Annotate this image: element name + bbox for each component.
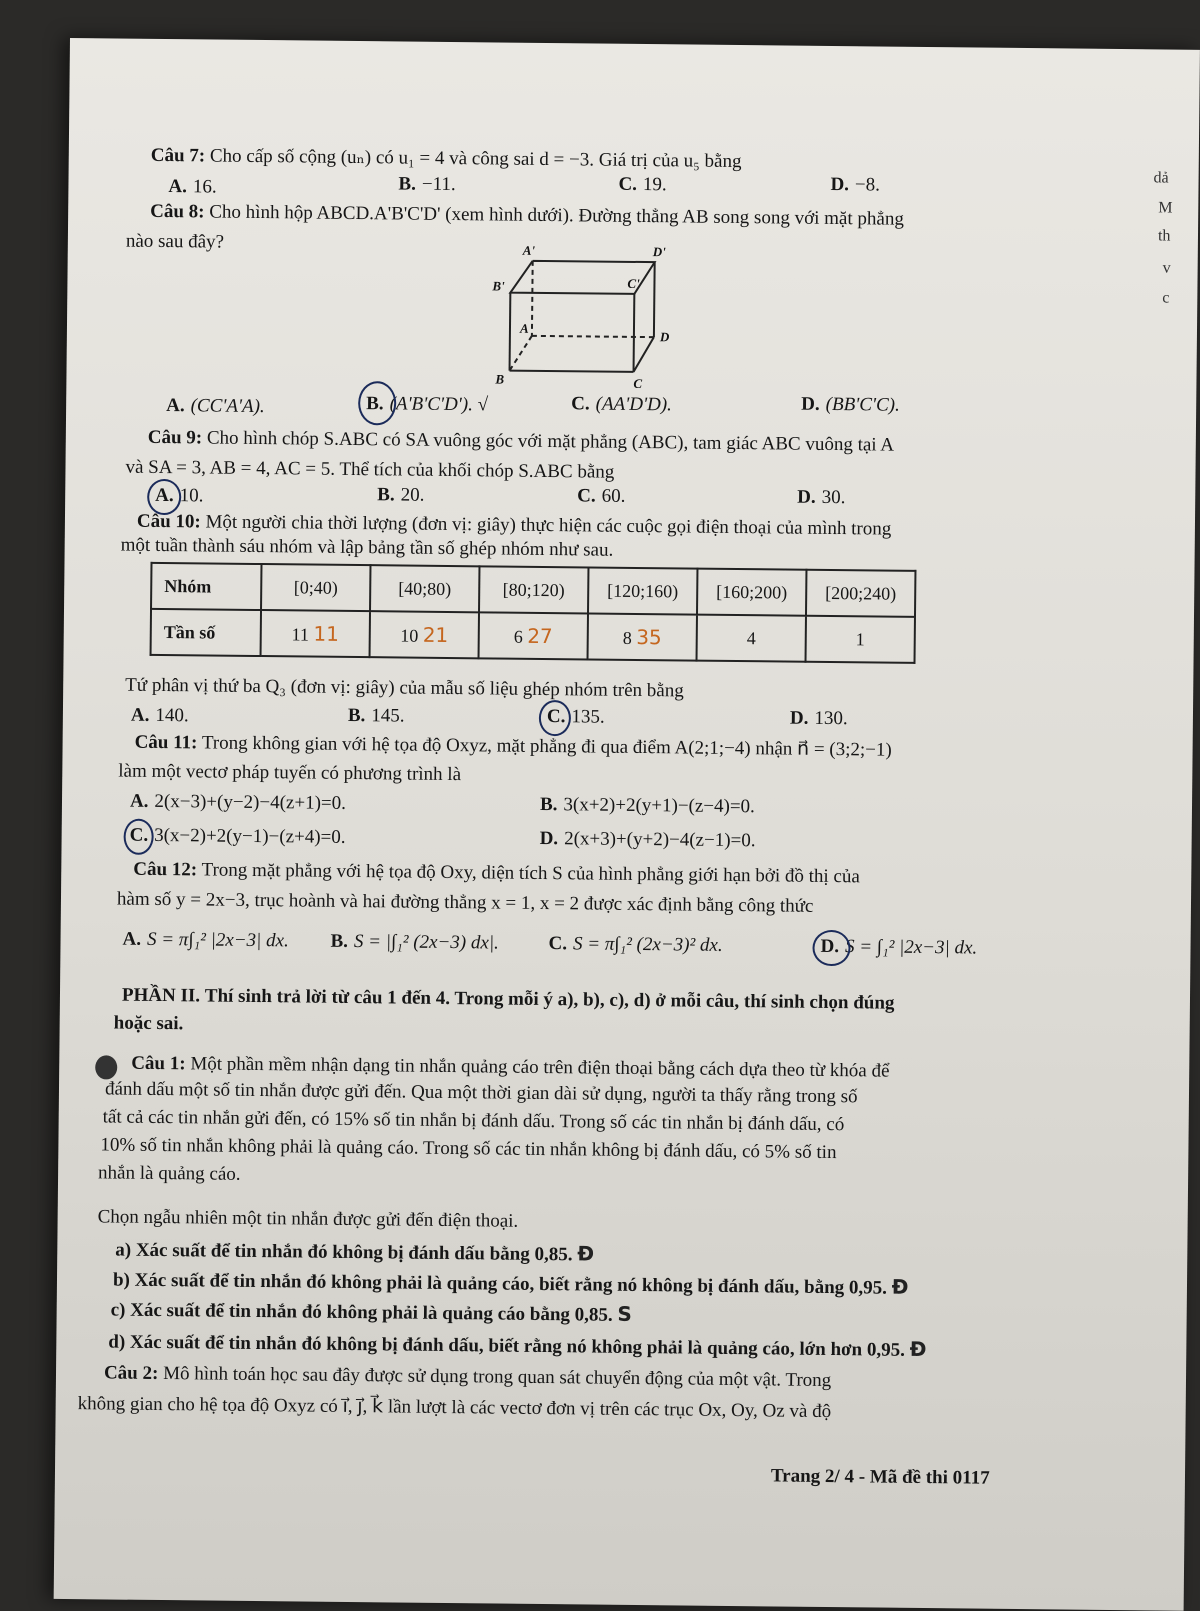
q7-stem: Câu 7: Cho cấp số cộng (uₙ) có u₁ = 4 và công sai d = −3. Giá trị của u₅ bằng — [150, 144, 742, 173]
q9-option-d[interactable]: D. 30. — [797, 486, 846, 509]
p2q1-intro: Chọn ngẫu nhiên một tin nhắn được gửi đến điện thoại. — [97, 1206, 519, 1232]
edge-text: v — [1162, 259, 1171, 277]
frequency-table — [150, 562, 917, 664]
q12-option-b[interactable]: B. S = |∫₁² (2x−3) dx|. — [330, 930, 499, 954]
handwritten-mark: Đ — [577, 1241, 595, 1266]
table-row — [151, 609, 915, 663]
label-b: B — [495, 371, 505, 387]
q11-option-a[interactable]: A. 2(x−3)+(y−2)−4(z+1)=0. — [129, 790, 347, 814]
q9-option-c[interactable]: C. 60. — [577, 485, 626, 507]
q8-option-b[interactable]: B. (A'B'C'D'). √ — [366, 393, 489, 416]
q7-option-c[interactable]: C. 19. — [618, 173, 667, 196]
p2q1-line-1: Câu 1: Một phần mềm nhận dạng tin nhắn quảng cáo trên điện thoại bằng cách dựa theo từ khóa để — [131, 1052, 890, 1082]
edge-ad — [532, 336, 654, 337]
q10-stem-2: một tuần thành sáu nhóm và lập bảng tần số ghép nhóm như sau. — [120, 534, 614, 561]
handwritten-mark: Đ — [909, 1336, 927, 1362]
table-cell: 1 — [806, 616, 915, 663]
table-cell: 8 35 — [588, 613, 697, 660]
edge-ab — [510, 336, 532, 371]
part2-heading-2: hoặc sai. — [113, 1012, 184, 1035]
edge-cc — [634, 294, 635, 372]
label-d: D — [659, 329, 670, 345]
table-cell: 6 27 — [479, 612, 588, 659]
edge-bc — [510, 371, 634, 372]
answer-circle — [123, 819, 153, 855]
label-c: C — [633, 375, 643, 392]
edge-text: dả — [1153, 169, 1169, 187]
p2q1-line-2: đánh dấu một số tin nhắn được gửi đến. Qua một thời gian dài sử dụng, người ta thấy rằng trong số — [104, 1078, 858, 1108]
cuboid-figure — [461, 240, 683, 392]
edge-aa — [532, 261, 533, 336]
edge-text: M — [1158, 199, 1173, 217]
q8-stem-2: nào sau đây? — [125, 230, 225, 253]
table-cell: [200;240) — [806, 570, 915, 617]
q12-option-c[interactable]: C. S = π∫₁² (2x−3)² dx. — [548, 933, 723, 956]
q11-option-c[interactable]: C. 3(x−2)+2(y−1)−(z+4)=0. — [129, 824, 346, 848]
p2q1-item-b[interactable]: b) Xác suất để tin nhắn đó không phải là quảng cáo, biết rằng nó không bị đánh dấu, bằng 0,95. Đ — [112, 1269, 909, 1299]
answer-circle — [539, 700, 571, 736]
p2q1-item-d[interactable]: d) Xác suất để tin nhắn đó không bị đánh dấu, biết rằng nó không phải là quảng cáo, lớn hơn 0,95. Đ — [108, 1331, 927, 1362]
edge-cd — [634, 337, 654, 372]
answer-circle — [812, 930, 850, 966]
q12-option-d[interactable]: D. S = ∫₁² |2x−3| dx. — [820, 935, 978, 959]
handwritten-note: 35 — [636, 624, 662, 650]
q10-option-b[interactable]: B. 145. — [347, 704, 405, 727]
p2q2-line-2: không gian cho hệ tọa độ Oxyz có i⃗, j⃗, k⃗ lần lượt là các vectơ đơn vị trên các trục Ox, Oy, Oz và độ — [77, 1393, 832, 1423]
label-a1: A' — [522, 242, 536, 258]
label-a: A — [519, 320, 529, 336]
p2q1-line-4: 10% số tin nhắn không phải là quảng cáo. Trong số các tin nhắn không bị đánh dấu, có 5% số tin — [100, 1134, 837, 1164]
q8-option-a[interactable]: A. (CC'A'A). — [166, 395, 265, 418]
p2q1-item-a[interactable]: a) Xác suất để tin nhắn đó không bị đánh dấu bằng 0,85. Đ — [115, 1239, 595, 1266]
p2q1-line-3: tất cả các tin nhắn gửi đến, có 15% số tin nhắn bị đánh dấu. Trong số các tin nhắn bị đánh dấu, có — [102, 1106, 845, 1136]
q11-option-b[interactable]: B. 3(x+2)+2(y+1)−(z−4)=0. — [539, 793, 755, 818]
handwritten-note: 27 — [527, 623, 553, 649]
p2q1-line-5: nhắn là quảng cáo. — [98, 1162, 241, 1185]
table-cell: [80;120) — [479, 566, 588, 613]
label-d1: D' — [652, 244, 666, 260]
q11-option-d[interactable]: D. 2(x+3)+(y+2)−4(z−1)=0. — [539, 827, 756, 852]
handwritten-note: 21 — [422, 622, 449, 647]
answer-circle — [358, 381, 396, 425]
exam-page — [54, 38, 1200, 1611]
q10-option-a[interactable]: A. 140. — [130, 704, 189, 727]
table-cell: 4 — [697, 615, 806, 662]
q7-option-b[interactable]: B. −11. — [398, 173, 456, 196]
handwritten-mark: Đ — [891, 1274, 909, 1299]
q12-stem: Câu 12: Trong mặt phẳng với hệ tọa độ Oxy, diện tích S của hình phẳng giới hạn bởi đồ thị của — [133, 858, 860, 888]
q11-stem: Câu 11: Trong không gian với hệ tọa độ Oxyz, mặt phẳng đi qua điểm A(2;1;−4) nhận n⃗ = (3;2;−1) — [134, 731, 892, 761]
handwritten-mark: S — [617, 1301, 633, 1326]
table-cell: [0;40) — [261, 564, 370, 611]
q8-option-d[interactable]: D. (BB'C'C). — [801, 393, 900, 416]
q8-stem: Câu 8: Cho hình hộp ABCD.A'B'C'D' (xem hình dưới). Đường thẳng AB song song với mặt phẳng — [150, 200, 904, 230]
table-cell: [160;200) — [697, 569, 806, 616]
q10-stem: Câu 10: Một người chia thời lượng (đơn vị: giây) thực hiện các cuộc gọi điện thoại của mình trong — [136, 510, 892, 540]
handwritten-note: 11 — [313, 621, 340, 646]
label-c1: C' — [627, 275, 640, 291]
q10-question: Tứ phân vị thứ ba Q₃ (đơn vị: giây) của mẫu số liệu ghép nhóm trên bằng — [125, 674, 684, 702]
q11-stem-2: làm một vectơ pháp tuyến có phương trình là — [118, 760, 462, 786]
table-head: Tần số — [151, 609, 261, 656]
p2q2-line-1: Câu 2: Mô hình toán học sau đây được sử dụng trong quan sát chuyển động của một vật. Trong — [103, 1362, 832, 1392]
q10-option-d[interactable]: D. 130. — [789, 707, 848, 730]
edge-bb — [510, 293, 511, 371]
q9-stem: Câu 9: Cho hình chóp S.ABC có SA vuông góc với mặt phẳng (ABC), tam giác ABC vuông tại A — [147, 426, 895, 456]
edge-text: c — [1162, 289, 1170, 307]
part2-heading: PHẦN II. Thí sinh trả lời từ câu 1 đến 4. Trong mỗi ý a), b), c), d) ở mỗi câu, thí sinh chọn đúng — [121, 984, 895, 1014]
bullet-mark — [95, 1055, 117, 1079]
edge-dd — [654, 262, 655, 337]
table-cell: [40;80) — [370, 565, 479, 612]
page-footer: Trang 2/ 4 - Mã đề thi 0117 — [770, 1465, 990, 1489]
q9-stem-2: và SA = 3, AB = 4, AC = 5. Thể tích của khối chóp S.ABC bằng — [125, 456, 615, 483]
q9-option-b[interactable]: B. 20. — [377, 484, 425, 506]
q10-option-c[interactable]: C. 135. — [546, 706, 605, 728]
table-cell: 10 21 — [370, 611, 479, 658]
q7-option-d[interactable]: D. −8. — [830, 173, 881, 196]
table-head: Nhóm — [151, 563, 261, 610]
table-row — [151, 563, 915, 617]
label-b1: B' — [492, 278, 505, 294]
p2q1-item-c[interactable]: c) Xác suất để tin nhắn đó không phải là quảng cáo bằng 0,85. S — [110, 1299, 633, 1326]
edge-text: th — [1157, 227, 1171, 245]
answer-circle — [147, 479, 181, 515]
table-cell: [120;160) — [588, 567, 697, 614]
table-cell: 11 11 — [261, 610, 370, 657]
q9-option-a[interactable]: A. 10. — [155, 484, 204, 507]
q12-stem-2: hàm số y = 2x−3, trục hoành và hai đường thẳng x = 1, x = 2 được xác định bằng công thức — [116, 888, 814, 917]
q12-option-a[interactable]: A. S = π∫₁² |2x−3| dx. — [122, 928, 289, 952]
q7-option-a[interactable]: A. 16. — [168, 176, 217, 198]
q8-option-c[interactable]: C. (AA'D'D). — [571, 393, 672, 416]
